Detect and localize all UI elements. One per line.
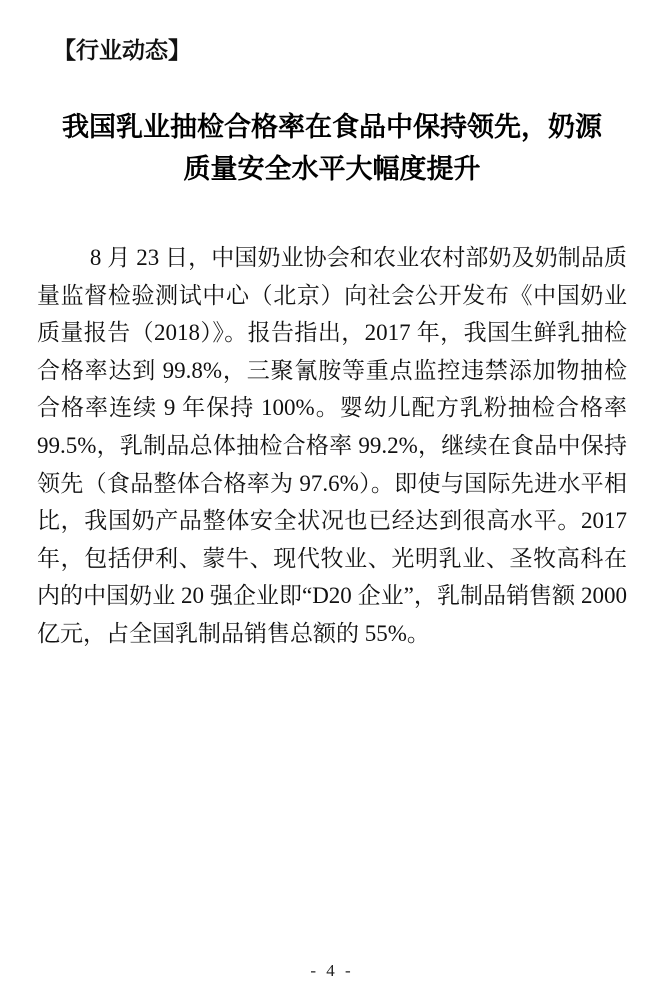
title-line-1: 我国乳业抽检合格率在食品中保持领先，奶源 <box>62 112 602 142</box>
section-header: 【行业动态】 <box>53 37 191 63</box>
page-number: - 4 - <box>310 961 354 980</box>
body-paragraph: 8 月 23 日，中国奶业协会和农业农村部奶及奶制品质量监督检验测试中心（北京）向社会公开发布《中国奶业质量报告（2018）》。报告指出，2017 年，我国生鲜乳抽检合格率达到 99.8%，三聚氰胺等重点监控违禁添加物抽检合格率连续 9 年保持 100%。婴幼儿配方乳粉抽检合格率 99.5%，乳制品总体抽检合格率 99.2%，继续在食品中保持领先（食品整体合格率为 97.6%）。即使与国际先进水平相比，我国奶产品整体安全状况也已经达到很高水平。2017 年，包括伊利、蒙牛、现代牧业、光明乳业、圣牧高科在内的中国奶业 20 强企业即“D20 企业”，乳制品销售额 2000 亿元，占全国乳制品销售总额的 55%。 <box>37 245 627 646</box>
document-title <box>40 106 624 190</box>
title-line-2: 质量安全水平大幅度提升 <box>183 154 481 184</box>
